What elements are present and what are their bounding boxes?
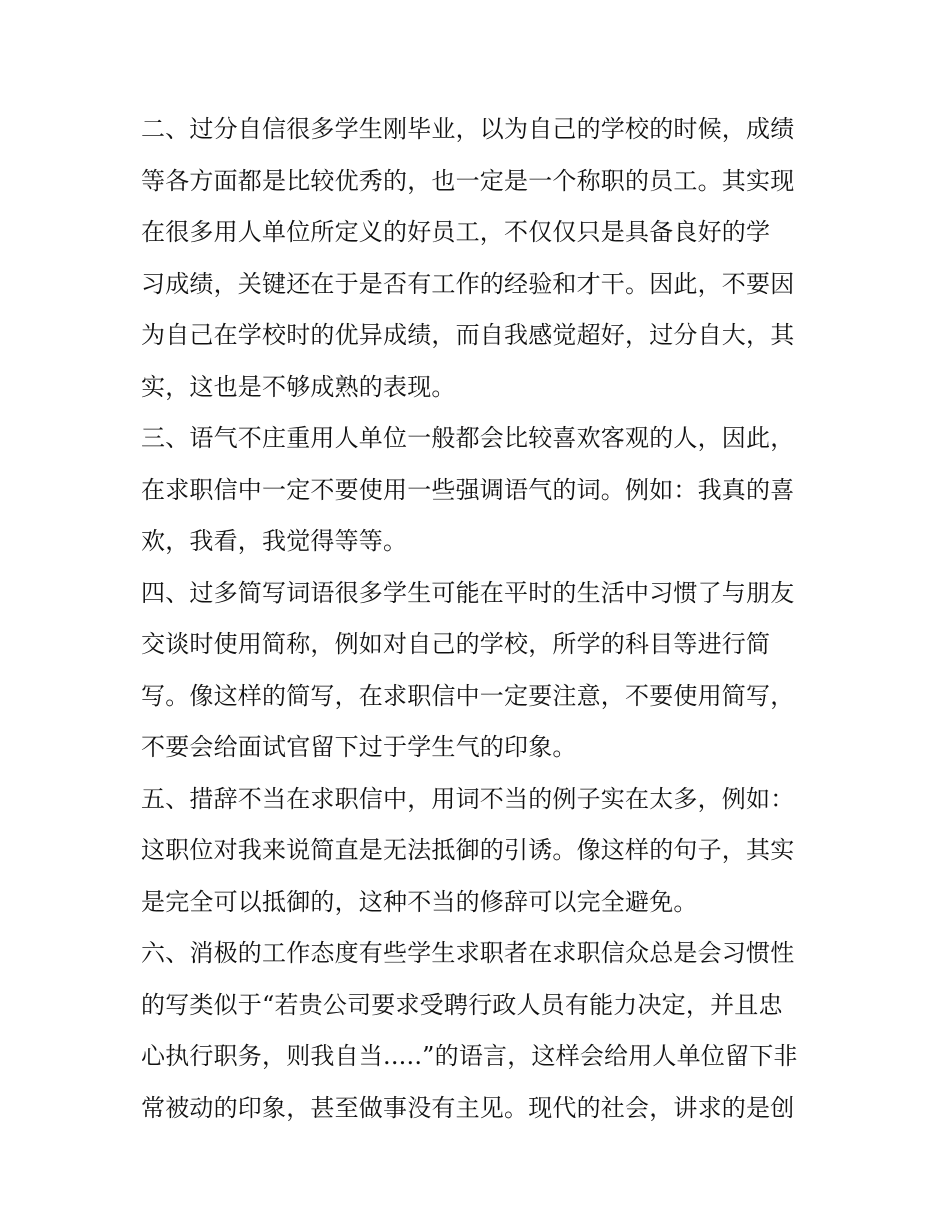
- text-line: 常被动的印象，甚至做事没有主见。现代的社会，讲求的是创: [141, 1093, 795, 1122]
- text-line: 四、过多简写词语很多学生可能在平时的生活中习惯了与朋友: [141, 578, 795, 607]
- text-line: 在求职信中一定不要使用一些强调语气的词。例如：我真的喜: [141, 475, 795, 504]
- text-line: 五、措辞不当在求职信中，用词不当的例子实在太多，例如：: [141, 784, 795, 813]
- text-line: 等各方面都是比较优秀的，也一定是一个称职的员工。其实现: [141, 166, 795, 195]
- text-line: 习成绩，关键还在于是否有工作的经验和才干。因此，不要因: [141, 269, 795, 298]
- text-line: 心执行职务，则我自当.....”的语言，这样会给用人单位留下非: [141, 1042, 798, 1070]
- text-line: 实，这也是不够成熟的表现。: [141, 372, 456, 401]
- document-body: [141, 104, 813, 1134]
- text-line: 的写类似于“若贵公司要求受聘行政人员有能力决定，并且忠: [141, 990, 783, 1019]
- text-line: 欢，我看，我觉得等等。: [141, 527, 408, 555]
- text-line: 为自己在学校时的优异成绩，而自我感觉超好，过分自大，其: [141, 321, 795, 349]
- text-line: 不要会给面试官留下过于学生气的印象。: [141, 733, 577, 761]
- text-line: 六、消极的工作态度有些学生求职者在求职信众总是会习惯性: [141, 939, 795, 967]
- text-line: 三、语气不庄重用人单位一般都会比较喜欢客观的人，因此，: [141, 424, 795, 452]
- text-line: 在很多用人单位所定义的好员工，不仅仅只是具备良好的学: [141, 218, 771, 246]
- text-line: 二、过分自信很多学生刚毕业，以为自己的学校的时候，成绩: [141, 115, 795, 143]
- text-line: 是完全可以抵御的，这种不当的修辞可以完全避免。: [141, 887, 698, 916]
- text-line: 交谈时使用简称，例如对自己的学校，所学的科目等进行简: [141, 630, 771, 658]
- text-line: 这职位对我来说简直是无法抵御的引诱。像这样的句子，其实: [141, 836, 795, 864]
- text-line: 写。像这样的简写，在求职信中一定要注意，不要使用简写，: [141, 681, 795, 710]
